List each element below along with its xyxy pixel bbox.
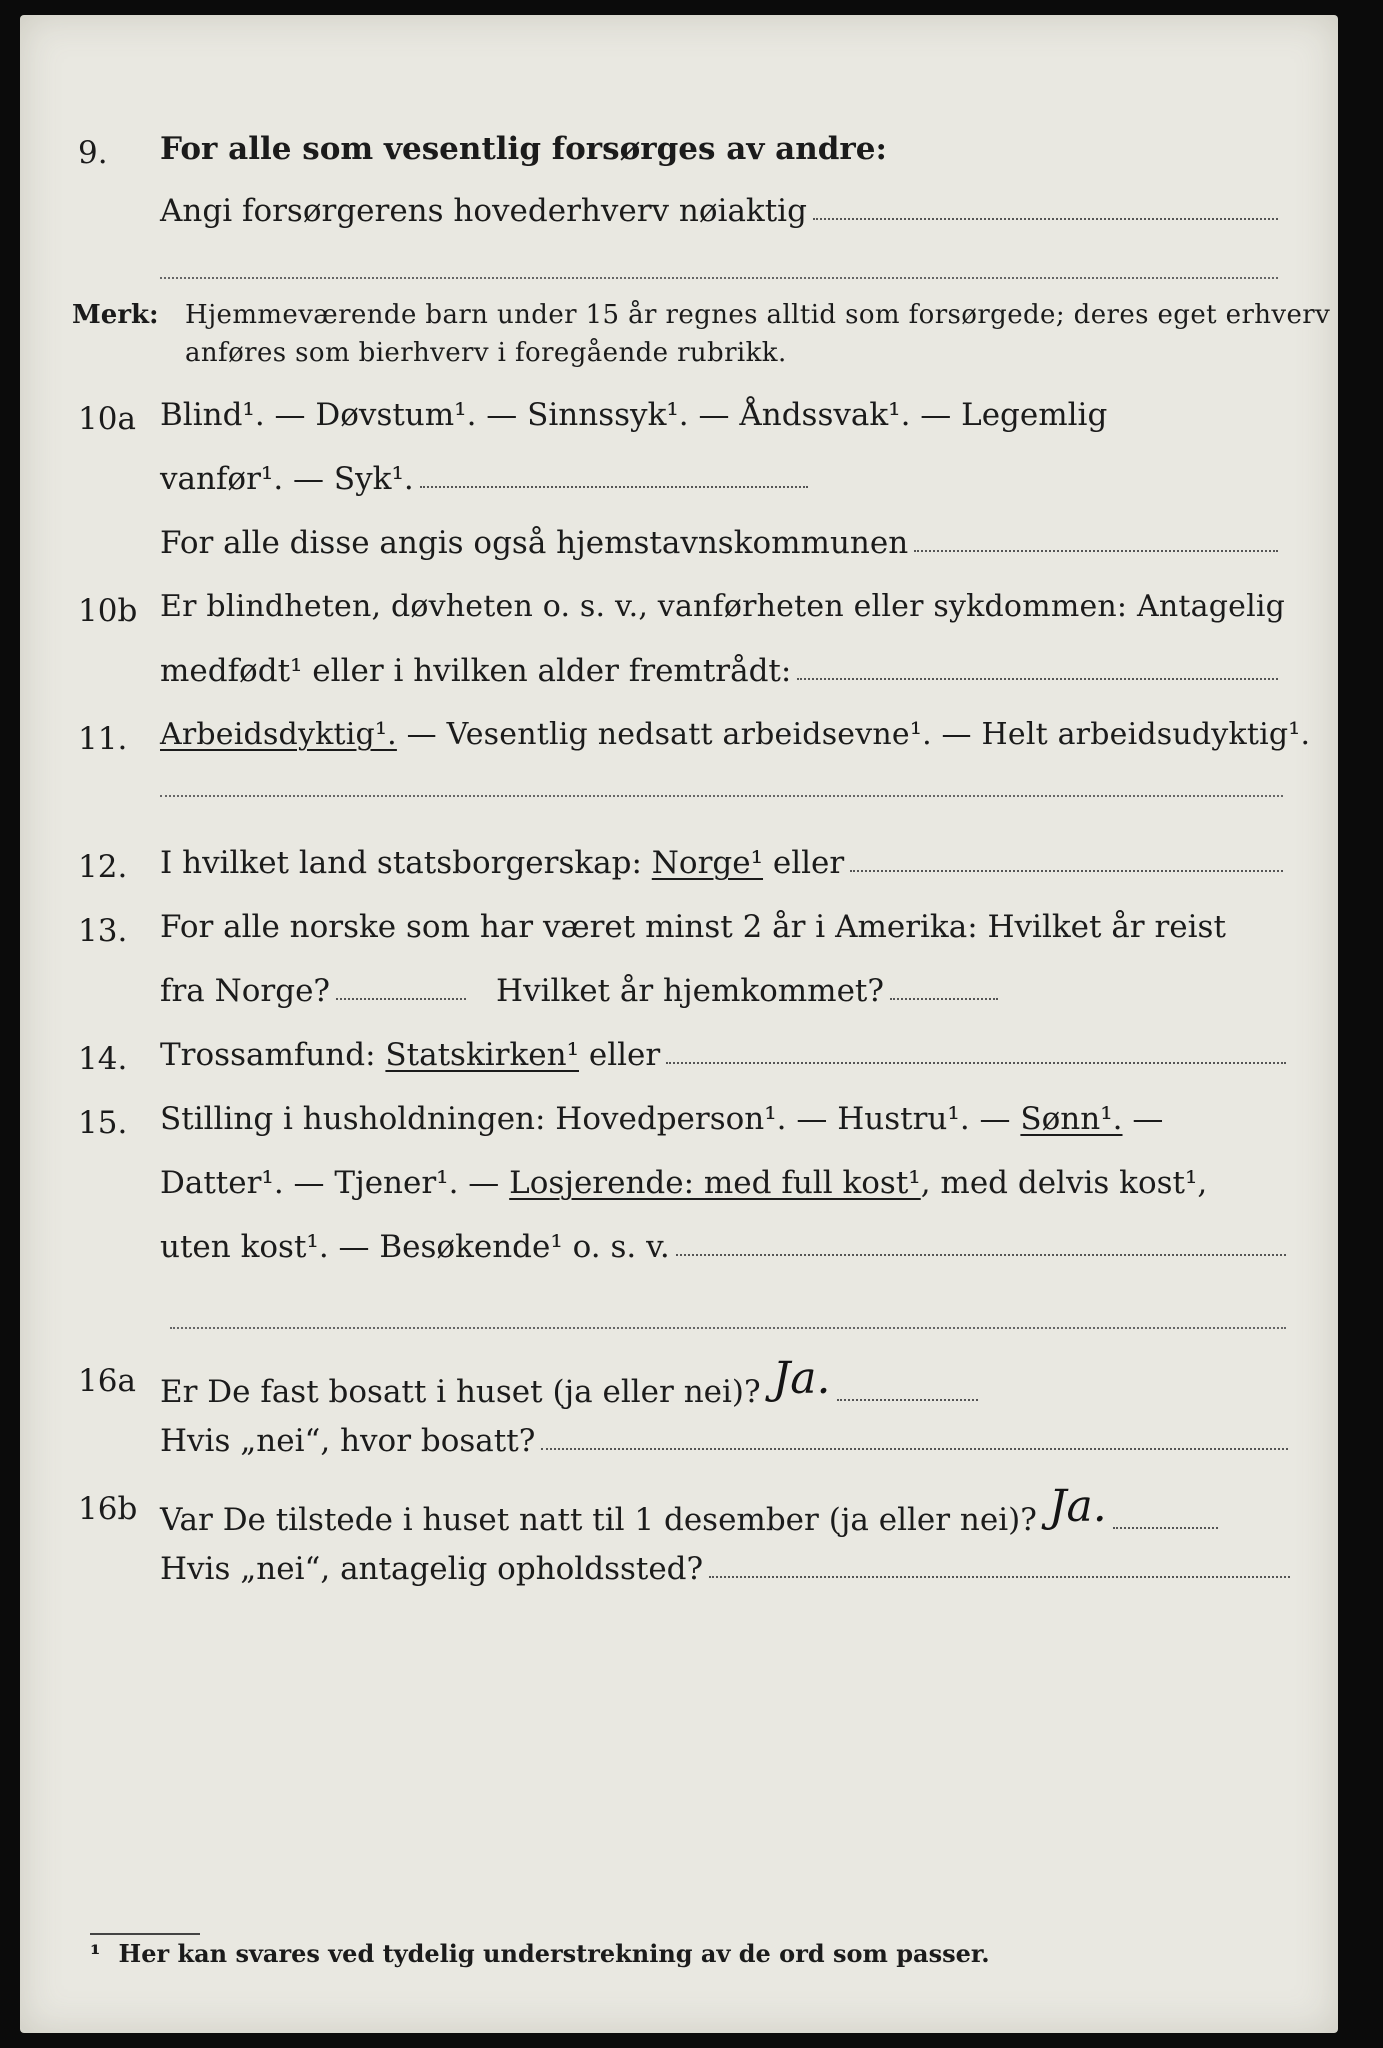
answer-field [1113,1526,1218,1529]
question-number: 13. [78,913,128,949]
question-10a: 10a Blind¹. — Døvstum¹. — Sinnssyk¹. — Åndssvak¹. — Legemlig [78,397,1108,437]
question-number: 12. [78,849,128,885]
answer-field [541,1447,1288,1450]
question-11: 11. Arbeidsdyktig¹. — Vesentlig nedsatt arbeidsevne¹. — Helt arbeidsudyktig¹. [78,717,1311,757]
question-13-line-2: fra Norge? Hvilket år hjemkommet? [20,969,1338,1033]
answer-field [666,1061,1286,1064]
question-number: 16a [78,1363,136,1399]
question-number: 14. [78,1041,128,1077]
question-16a: 16a Er De fast bosatt i huset (ja eller nei)? Ja. [20,1355,1338,1419]
handwritten-answer: Ja. [772,1353,831,1404]
question-number: 11. [78,721,128,757]
note-line-2: anføres som bierhverv i foregående rubrikk. [185,338,787,368]
question-16a-line-2: Hvis „nei“, hvor bosatt? [20,1419,1338,1483]
footnote: ¹ Her kan svares ved tydelig understrekning av de ord som passer. [90,1939,990,1968]
question-12: 12. I hvilket land statsborgerskap: Norge¹ eller [20,841,1338,905]
question-14: 14. Trossamfund: Statskirken¹ eller [20,1033,1338,1097]
selected-option: Sønn¹. [1020,1101,1123,1137]
question-16b: 16b Var De tilstede i huset natt til 1 desember (ja eller nei)? Ja. [20,1483,1338,1547]
answer-field [336,997,466,1000]
answer-field [420,485,808,488]
question-number: 16b [78,1491,138,1527]
answer-field [676,1253,1286,1256]
question-10b: 10b Er blindheten, døvheten o. s. v., vanførheten eller sykdommen: Antagelig [78,589,1286,629]
selected-option: Statskirken¹ [385,1037,579,1073]
answer-rule [160,795,1283,797]
question-number: 10a [78,401,136,437]
question-16b-line-2: Hvis „nei“, antagelig opholdssted? [20,1547,1338,1611]
census-form-page [20,15,1338,2033]
question-9 [20,127,1338,191]
answer-field [797,677,1278,680]
answer-field [813,217,1278,220]
answer-field [709,1575,1290,1578]
question-15-line-2: Datter¹. — Tjener¹. — Losjerende: med full kost¹ , med delvis kost¹, [160,1165,1208,1201]
question-10a-line-2: vanfør¹. — Syk¹. [20,457,1338,521]
answer-field [837,1398,979,1401]
selected-option: Losjerende: med full kost¹ [509,1165,921,1201]
handwritten-answer: Ja. [1048,1481,1107,1532]
question-13: 13. For alle norske som har været minst 2 år i Amerika: Hvilket år reist [78,909,1226,949]
question-number: 10b [78,593,138,629]
footnote-rule [90,1933,200,1935]
answer-field [914,549,1278,552]
answer-rule [170,1327,1286,1329]
question-15: 15. Stilling i husholdningen: Hovedperson¹. — Hustru¹. — Sønn¹. — [78,1101,1164,1141]
question-10b-line-2: medfødt¹ eller i hvilken alder fremtrådt: [20,649,1338,713]
question-number: 9. [78,135,108,171]
answer-rule [160,277,1278,279]
question-9-line-2: Angi forsørgerens hovederhverv nøiaktig [20,189,1338,253]
answer-field [890,997,998,1000]
question-15-line-3: uten kost¹. — Besøkende¹ o. s. v. [20,1225,1338,1289]
question-number: 15. [78,1105,128,1141]
note-line-1: Hjemmeværende barn under 15 år regnes alltid som forsørgede; deres eget erhverv [185,300,1331,330]
selected-option: Norge¹ [651,845,764,881]
question-10a-line-3: For alle disse angis også hjemstavnskommunen [20,521,1338,585]
note-label: Merk: [72,300,159,330]
answer-field [850,869,1283,872]
question-text: For alle som vesentlig forsørges av andre: [160,131,887,167]
selected-option: Arbeidsdyktig¹. [160,717,397,752]
